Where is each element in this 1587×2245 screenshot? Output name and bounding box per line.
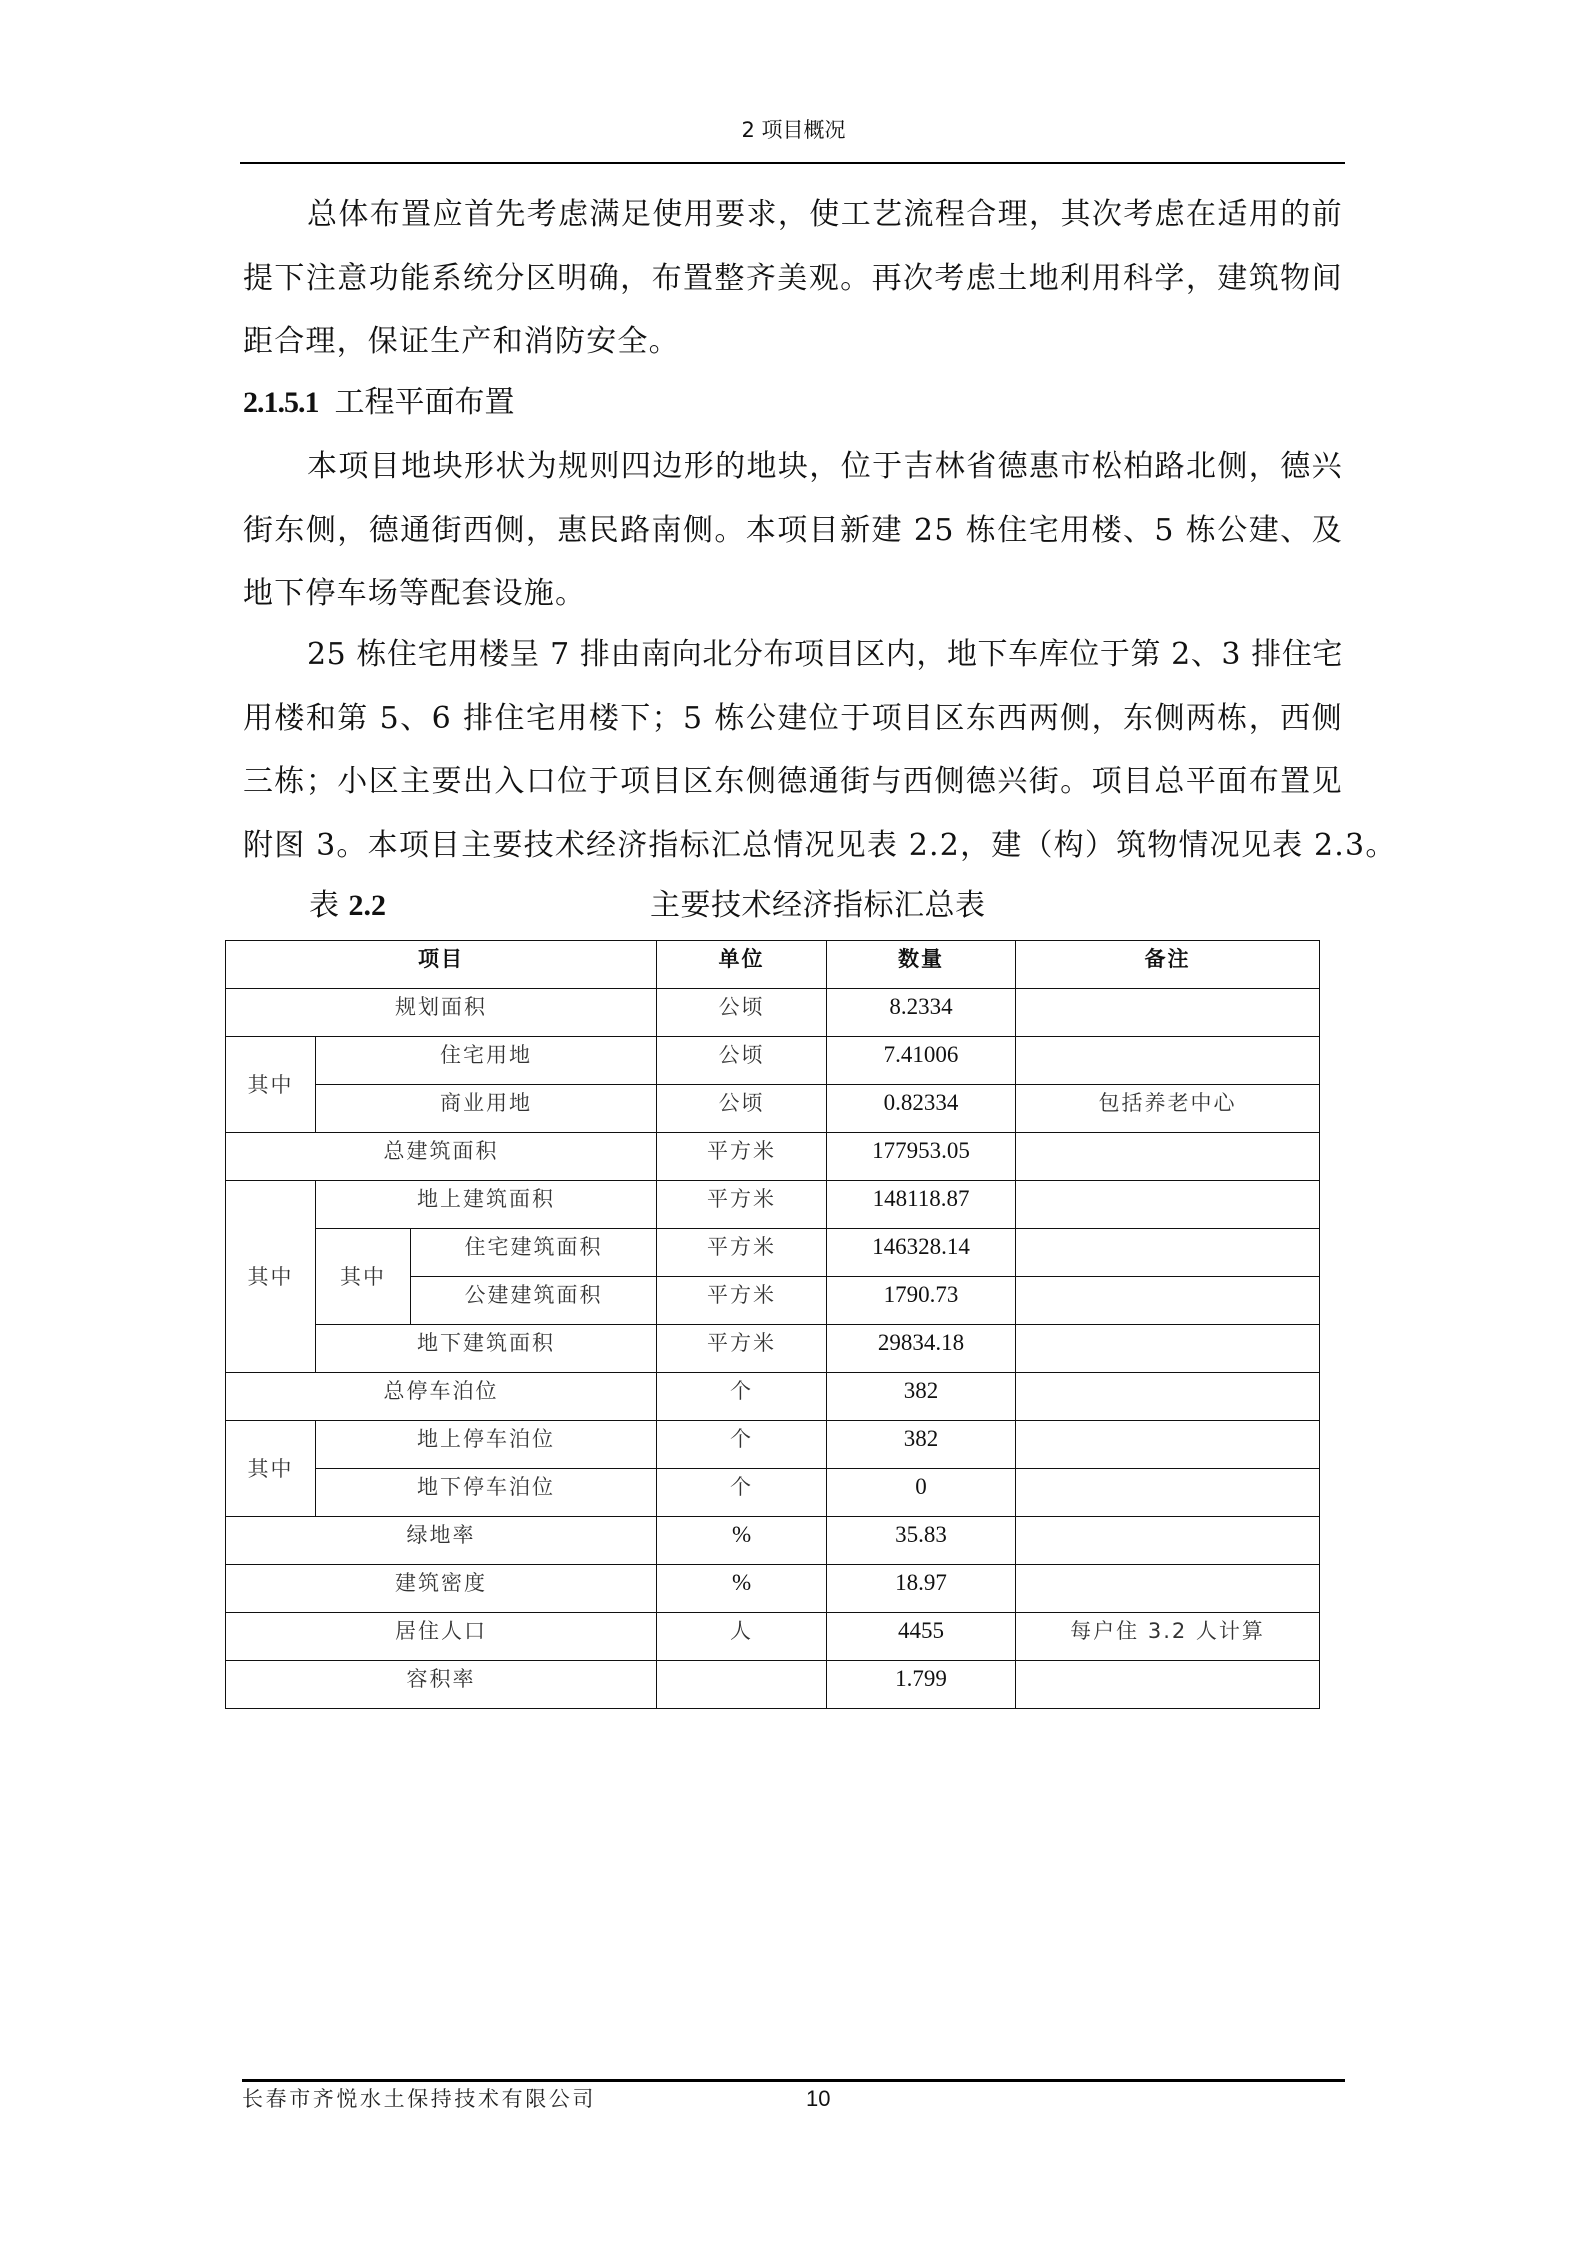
cell-item: 公建建筑面积 <box>411 1277 657 1325</box>
cell-unit: % <box>657 1517 827 1565</box>
page-number: 10 <box>806 2086 831 2111</box>
group-label-floor-area: 其中 <box>226 1181 316 1373</box>
table-header-row <box>226 941 1320 989</box>
table-row <box>226 1133 1320 1181</box>
cell-quantity: 148118.87 <box>827 1181 1016 1229</box>
cell-remarks <box>1016 1037 1320 1085</box>
paragraph-line: 地下停车场等配套设施。 <box>243 576 587 611</box>
paragraph-line: 用楼和第 5、6 排住宅用楼下；5 栋公建位于项目区东西两侧，东侧两栋，西侧 <box>243 700 1343 736</box>
cell-item: 地上建筑面积 <box>316 1181 657 1229</box>
cell-remarks <box>1016 1469 1320 1517</box>
table-row <box>226 1181 1320 1229</box>
cell-item: 规划面积 <box>226 989 657 1037</box>
cell-remarks: 包括养老中心 <box>1016 1085 1320 1133</box>
cell-remarks <box>1016 1229 1320 1277</box>
paragraph-line: 本项目地块形状为规则四边形的地块，位于吉林省德惠市松柏路北侧，德兴 <box>307 449 1343 484</box>
cell-remarks <box>1016 1517 1320 1565</box>
cell-item: 建筑密度 <box>226 1565 657 1613</box>
group-label-above-ground: 其中 <box>316 1229 411 1325</box>
header-item: 项目 <box>226 941 657 989</box>
paragraph-site-location <box>243 435 1343 626</box>
cell-item: 居住人口 <box>226 1613 657 1661</box>
cell-quantity: 382 <box>827 1373 1016 1421</box>
cell-quantity: 0.82334 <box>827 1085 1016 1133</box>
cell-unit: 个 <box>657 1421 827 1469</box>
cell-item: 住宅建筑面积 <box>411 1229 657 1277</box>
caption-prefix: 表 <box>309 888 339 923</box>
group-label-land: 其中 <box>226 1037 316 1133</box>
cell-item: 地下停车泊位 <box>316 1469 657 1517</box>
table-row <box>226 989 1320 1037</box>
cell-quantity: 18.97 <box>827 1565 1016 1613</box>
table-row <box>226 1421 1320 1469</box>
section-heading <box>243 371 515 434</box>
cell-item: 商业用地 <box>316 1085 657 1133</box>
paragraph-line: 街东侧，德通街西侧，惠民路南侧。本项目新建 25 栋住宅用楼、5 栋公建、及 <box>243 512 1343 548</box>
cell-unit: 个 <box>657 1373 827 1421</box>
table-row <box>226 1373 1320 1421</box>
cell-item: 容积率 <box>226 1661 657 1709</box>
cell-remarks <box>1016 1421 1320 1469</box>
cell-item: 地上停车泊位 <box>316 1421 657 1469</box>
header-quantity: 数量 <box>827 941 1016 989</box>
cell-quantity: 1790.73 <box>827 1277 1016 1325</box>
cell-unit: 公顷 <box>657 1037 827 1085</box>
cell-remarks <box>1016 1133 1320 1181</box>
table-row <box>226 1469 1320 1517</box>
table-caption-title: 主要技术经济指标汇总表 <box>650 888 986 923</box>
indicators-table <box>225 940 1320 1709</box>
cell-remarks <box>1016 1181 1320 1229</box>
paragraph-line: 附图 3。本项目主要技术经济指标汇总情况见表 2.2，建（构）筑物情况见表 2.3。 <box>243 827 1397 863</box>
cell-remarks <box>1016 1277 1320 1325</box>
paragraph-line: 三栋；小区主要出入口位于项目区东侧德通街与西侧德兴街。项目总平面布置见 <box>243 764 1343 799</box>
table-caption-label <box>309 886 386 926</box>
cell-unit: 公顷 <box>657 1085 827 1133</box>
paragraph-line: 25 栋住宅用楼呈 7 排由南向北分布项目区内，地下车库位于第 2、3 排住宅 <box>307 637 1343 672</box>
group-label-parking: 其中 <box>226 1421 316 1517</box>
cell-quantity: 29834.18 <box>827 1325 1016 1373</box>
cell-item: 总建筑面积 <box>226 1133 657 1181</box>
section-title: 工程平面布置 <box>334 385 515 420</box>
table-row <box>226 1037 1320 1085</box>
header-unit: 单位 <box>657 941 827 989</box>
header-remarks: 备注 <box>1016 941 1320 989</box>
cell-remarks: 每户住 3.2 人计算 <box>1016 1613 1320 1661</box>
caption-number: 2.2 <box>348 889 387 922</box>
cell-quantity: 4455 <box>827 1613 1016 1661</box>
cell-unit: % <box>657 1565 827 1613</box>
cell-quantity: 146328.14 <box>827 1229 1016 1277</box>
section-number: 2.1.5.1 <box>243 386 319 419</box>
table-row <box>226 1661 1320 1709</box>
header-divider <box>240 162 1345 164</box>
cell-unit: 公顷 <box>657 989 827 1037</box>
cell-unit: 平方米 <box>657 1325 827 1373</box>
paragraph-line: 距合理，保证生产和消防安全。 <box>243 324 680 359</box>
table-row <box>226 1613 1320 1661</box>
table-row <box>226 1517 1320 1565</box>
cell-unit <box>657 1661 827 1709</box>
table-row <box>226 1229 1320 1277</box>
cell-quantity: 1.799 <box>827 1661 1016 1709</box>
cell-item: 总停车泊位 <box>226 1373 657 1421</box>
cell-remarks <box>1016 1373 1320 1421</box>
footer-company-name: 长春市齐悦水土保持技术有限公司 <box>242 2087 596 2111</box>
paragraph-layout-principles <box>243 183 1343 374</box>
cell-item: 绿地率 <box>226 1517 657 1565</box>
cell-quantity: 8.2334 <box>827 989 1016 1037</box>
cell-remarks <box>1016 1565 1320 1613</box>
cell-unit: 平方米 <box>657 1181 827 1229</box>
cell-remarks <box>1016 989 1320 1037</box>
paragraph-line: 提下注意功能系统分区明确，布置整齐美观。再次考虑土地利用科学，建筑物间 <box>243 260 1343 296</box>
cell-item: 住宅用地 <box>316 1037 657 1085</box>
running-header: 2 项目概况 <box>741 118 846 142</box>
cell-unit: 平方米 <box>657 1133 827 1181</box>
cell-quantity: 382 <box>827 1421 1016 1469</box>
paragraph-line: 总体布置应首先考虑满足使用要求，使工艺流程合理，其次考虑在适用的前 <box>307 197 1343 232</box>
table-row <box>226 1085 1320 1133</box>
cell-unit: 个 <box>657 1469 827 1517</box>
paragraph-building-layout <box>243 623 1397 877</box>
cell-remarks <box>1016 1325 1320 1373</box>
cell-unit: 人 <box>657 1613 827 1661</box>
cell-quantity: 35.83 <box>827 1517 1016 1565</box>
cell-item: 地下建筑面积 <box>316 1325 657 1373</box>
cell-quantity: 7.41006 <box>827 1037 1016 1085</box>
cell-unit: 平方米 <box>657 1229 827 1277</box>
footer-divider <box>242 2079 1345 2082</box>
table-row <box>226 1565 1320 1613</box>
cell-quantity: 177953.05 <box>827 1133 1016 1181</box>
table-row <box>226 1325 1320 1373</box>
cell-quantity: 0 <box>827 1469 1016 1517</box>
cell-remarks <box>1016 1661 1320 1709</box>
cell-unit: 平方米 <box>657 1277 827 1325</box>
